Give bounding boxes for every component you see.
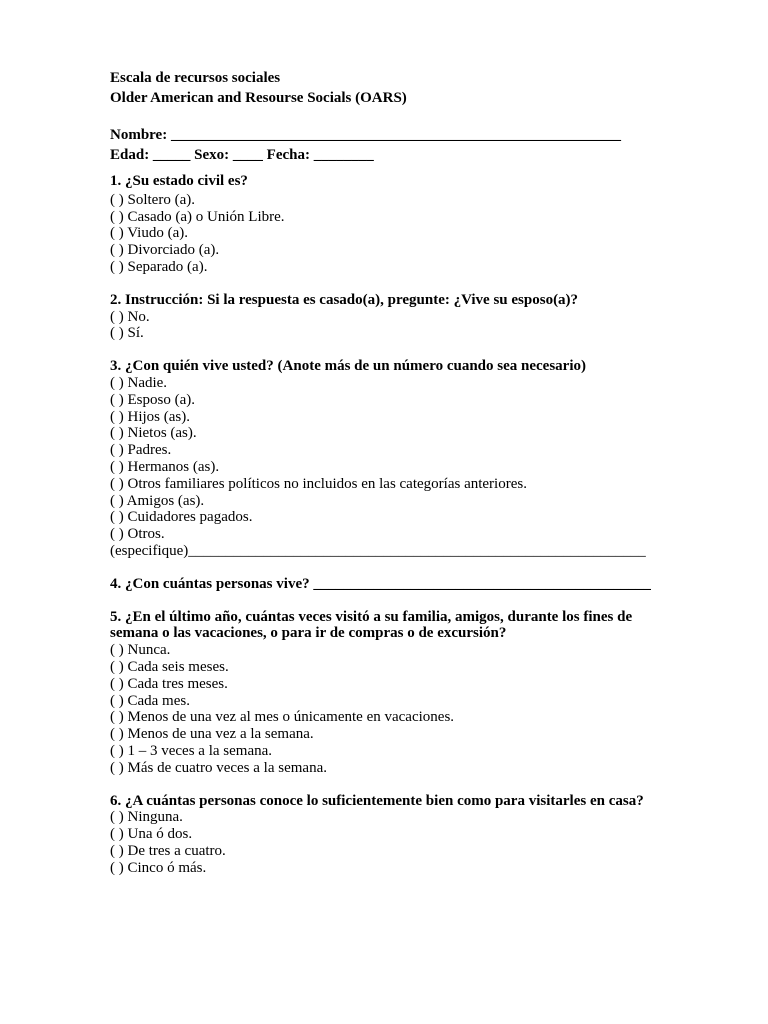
- option-item[interactable]: ( ) Sí.: [110, 325, 144, 342]
- option-item[interactable]: ( ) Cinco ó más.: [110, 859, 207, 876]
- option-item[interactable]: ( ) Hermanos (as).: [110, 458, 220, 475]
- question-4: [110, 576, 670, 593]
- option-item[interactable]: ( ) Menos de una vez al mes o únicamente en vacaciones.: [110, 709, 455, 726]
- option-item[interactable]: ( ) Cuidadores pagados.: [110, 509, 253, 526]
- option-item[interactable]: ( ) Hijos (as).: [110, 408, 190, 425]
- option-item[interactable]: ( ) Ninguna.: [110, 809, 183, 826]
- option-item[interactable]: ( ) Una ó dos.: [110, 826, 193, 843]
- option-item[interactable]: ( ) 1 – 3 veces a la semana.: [110, 742, 273, 759]
- option-item[interactable]: ( ) Amigos (as).: [110, 492, 205, 509]
- option-item[interactable]: ( ) Nunca.: [110, 642, 171, 659]
- option-item[interactable]: ( ) Soltero (a).: [110, 191, 195, 208]
- option-item[interactable]: ( ) Padres.: [110, 442, 172, 459]
- document-content: [110, 68, 670, 892]
- option-item[interactable]: ( ) Otros familiares políticos no incluidos en las categorías anteriores.: [110, 475, 527, 492]
- question-1: [110, 173, 670, 276]
- option-item[interactable]: ( ) Separado (a).: [110, 258, 208, 275]
- question-6: [110, 793, 670, 877]
- option-item[interactable]: ( ) Nadie.: [110, 374, 168, 391]
- question-2: [110, 292, 670, 342]
- option-item[interactable]: ( ) Cada tres meses.: [110, 675, 228, 692]
- title-block: [110, 68, 670, 108]
- option-item[interactable]: ( ) Viudo (a).: [110, 225, 188, 242]
- option-item[interactable]: ( ) Casado (a) o Unión Libre.: [110, 208, 285, 225]
- option-item[interactable]: ( ) Cada mes.: [110, 692, 190, 709]
- option-item[interactable]: ( ) De tres a cuatro.: [110, 842, 226, 859]
- question-text: 6. ¿A cuántas personas conoce lo suficientemente bien como para visitarles en casa?: [110, 792, 644, 809]
- question-3: [110, 358, 670, 560]
- option-item[interactable]: ( ) No.: [110, 308, 150, 325]
- option-item[interactable]: ( ) Divorciado (a).: [110, 242, 220, 259]
- option-item[interactable]: ( ) Esposo (a).: [110, 391, 195, 408]
- question-text: 1. ¿Su estado civil es?: [110, 173, 248, 189]
- respondent-fields: [110, 125, 670, 165]
- age-sex-date-fields[interactable]: Edad: _____ Sexo: ____ Fecha: ________: [110, 147, 374, 163]
- question-text: 2. Instrucción: Si la respuesta es casado(a), pregunte: ¿Vive su esposo(a)?: [110, 291, 579, 308]
- option-item[interactable]: ( ) Cada seis meses.: [110, 658, 229, 675]
- specify-field[interactable]: (especifique)_____________________________________________________________: [110, 542, 646, 559]
- name-field[interactable]: Nombre: ____________________________________________________________: [110, 127, 621, 143]
- question-text[interactable]: 4. ¿Con cuántas personas vive? _____________________________________________: [110, 575, 651, 592]
- question-text: 3. ¿Con quién vive usted? (Anote más de un número cuando sea necesario): [110, 358, 586, 375]
- option-item[interactable]: ( ) Menos de una vez a la semana.: [110, 726, 314, 743]
- document-title: Escala de recursos sociales: [110, 70, 281, 86]
- option-item[interactable]: ( ) Nietos (as).: [110, 425, 197, 442]
- question-5: [110, 609, 670, 777]
- question-text: 5. ¿En el último año, cuántas veces visitó a su familia, amigos, durante los fines de semana o las vacaciones, o para ir de compras o de excursión?: [110, 608, 633, 642]
- option-item[interactable]: ( ) Más de cuatro veces a la semana.: [110, 759, 327, 776]
- document-subtitle: Older American and Resourse Socials (OARS): [110, 90, 407, 106]
- option-item[interactable]: ( ) Otros.: [110, 526, 165, 543]
